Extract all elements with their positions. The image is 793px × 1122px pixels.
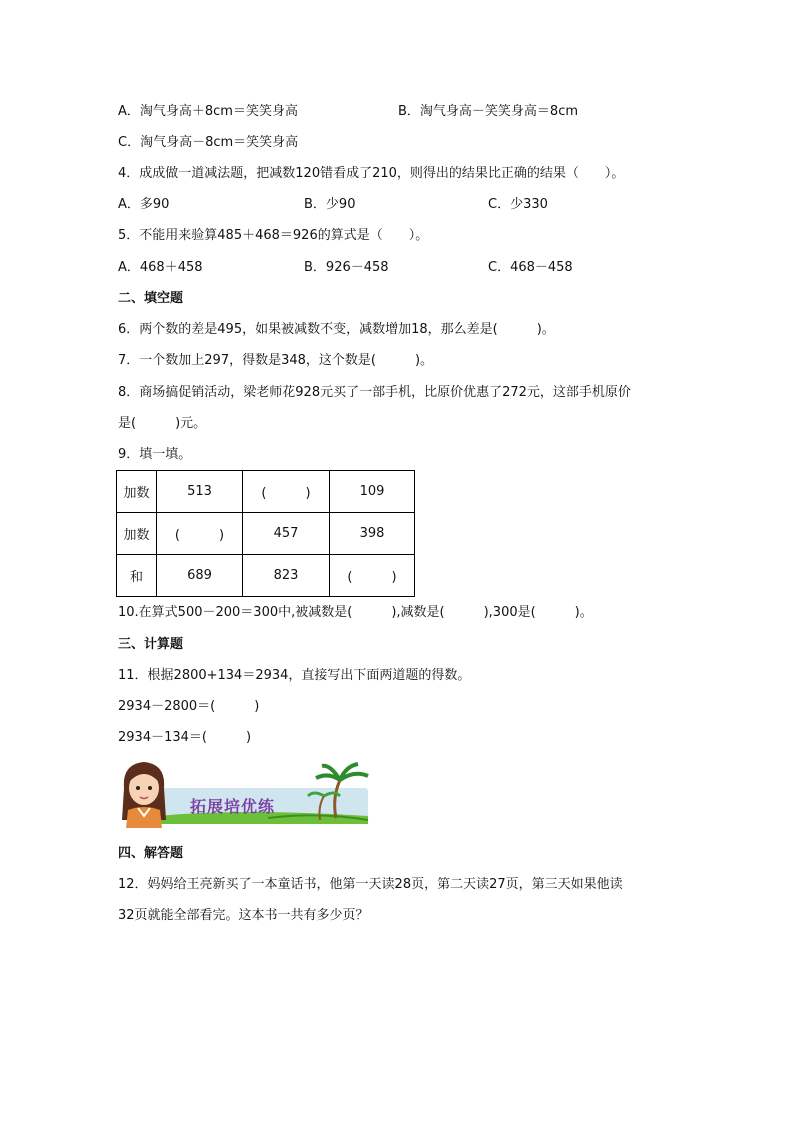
q5-option-c: C．468－458: [488, 260, 573, 275]
table-cell: 398: [330, 513, 415, 555]
q11-b: 2934－134＝( ): [118, 730, 252, 745]
q11-a: 2934－2800＝( ): [118, 699, 260, 714]
q9: 9．填一填。: [118, 447, 192, 462]
table-cell: 457: [243, 513, 330, 555]
q6: 6．两个数的差是495，如果被减数不变，减数增加18，那么差是( )。: [118, 322, 555, 337]
q4-option-b: B．少90: [304, 197, 356, 212]
q8-line-1: 8．商场搞促销活动，梁老师花928元买了一部手机，比原价优惠了272元，这部手机原价: [118, 385, 631, 400]
q3-option-a: A．淘气身高＋8cm＝笑笑身高: [118, 104, 298, 119]
fill-in-table: [116, 470, 415, 597]
q4-stem: 4．成成做一道减法题，把减数120错看成了210，则得出的结果比正确的结果（ ）。: [118, 166, 625, 181]
table-cell[interactable]: ( ): [157, 513, 243, 555]
q3-option-c: C．淘气身高－8cm＝笑笑身高: [118, 135, 299, 150]
table-cell: 和: [117, 555, 157, 597]
q12-line-1: 12．妈妈给王亮新买了一本童话书，他第一天读28页，第二天读27页，第三天如果他读: [118, 877, 623, 892]
q4-option-c: C．少330: [488, 197, 548, 212]
q3-option-b: B．淘气身高－笑笑身高＝8cm: [398, 104, 579, 119]
q4-option-a: A．多90: [118, 197, 170, 212]
table-cell: 823: [243, 555, 330, 597]
extension-practice-banner: [118, 758, 374, 828]
section-2-heading: 二、填空题: [118, 291, 184, 306]
girl-avatar-icon: [122, 762, 166, 828]
q11: 11．根据2800+134＝2934，直接写出下面两道题的得数。: [118, 668, 471, 683]
table-cell: 513: [157, 471, 243, 513]
table-cell: 689: [157, 555, 243, 597]
section-4-heading: 四、解答题: [118, 846, 184, 861]
table-cell: 加数: [117, 513, 157, 555]
table-cell: 加数: [117, 471, 157, 513]
table-row: [117, 555, 415, 597]
banner-title: 拓展培优练: [190, 797, 276, 816]
banner-illustration: [118, 758, 374, 828]
table-cell[interactable]: ( ): [330, 555, 415, 597]
table-cell: 109: [330, 471, 415, 513]
q5-stem: 5．不能用来验算485＋468＝926的算式是（ ）。: [118, 228, 429, 243]
table-row: [117, 513, 415, 555]
table-row: [117, 471, 415, 513]
section-3-heading: 三、计算题: [118, 637, 184, 652]
q10: 10.在算式500－200＝300中,被减数是( ),减数是( ),300是( )。: [118, 605, 593, 620]
q7: 7．一个数加上297，得数是348，这个数是( )。: [118, 353, 434, 368]
table-cell[interactable]: ( ): [243, 471, 330, 513]
q8-line-2: 是( )元。: [118, 416, 207, 431]
q5-option-a: A．468＋458: [118, 260, 203, 275]
q12-line-2: 32页就能全部看完。这本书一共有多少页？: [118, 908, 369, 923]
q5-option-b: B．926－458: [304, 260, 389, 275]
